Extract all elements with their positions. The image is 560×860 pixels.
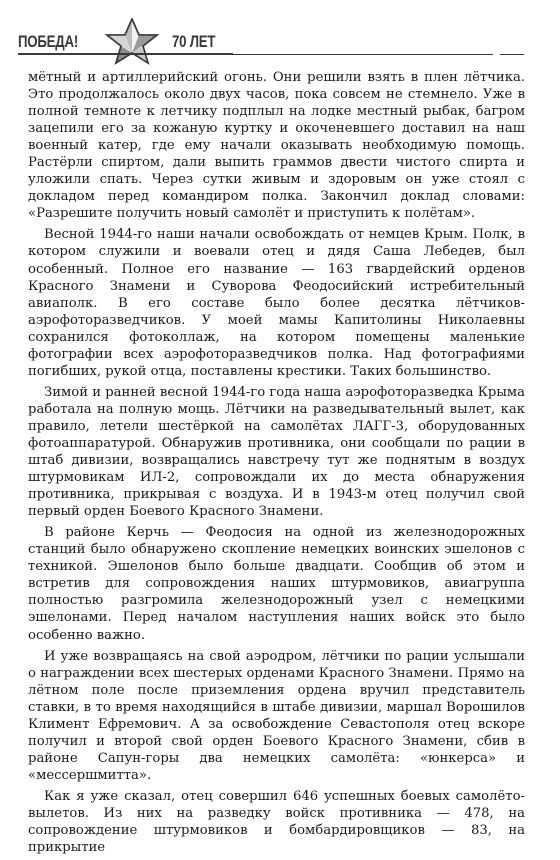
header-rule-right bbox=[233, 54, 493, 55]
paragraph: Зимой и ранней весной 1944-го года наша аэрофоторазведка Крыма работала на полную мощь. Лётчики на разведывательный вылет, как правило, летели шестёркой на самолётах ЛАГГ-3, оборудованных фотоаппаратурой. Обнаружив противника, они сообщали по рации в штаб дивизии, возвращались навстречу тут же поднятым в воздух штурмовикам ИЛ-2, сопровождали их до места обнаружения противника, прикрывая с воздуха. И в 1943-м отец получил свой первый орден Боевого Красного Знамени. bbox=[28, 384, 525, 520]
header-rule-left bbox=[18, 53, 233, 55]
paragraph: Весной 1944-го наши начали освобождать от немцев Крым. Полк, в котором служили и воевали отец и дядя Саша Лебедев, был особенный. Полное его название — 163 гвардейский орденов Красного Знамени и Суворова Феодосийский истребительный авиаполк. В его составе было более десятка лётчиков-аэрофоторазведчиков. У моей мамы Капитолины Николаевны сохранился фотоколлаж, на котором помещены маленькие фотографии всех аэрофоторазведчиков полка. Над фотографиями погибших, рукой отца, поставлены крестики. Таких большинство. bbox=[28, 227, 525, 379]
header-left-title: ПОБЕДА! bbox=[18, 32, 79, 51]
header-right-title: 70 ЛЕТ bbox=[172, 32, 216, 51]
paragraph: Как я уже сказал, отец совершил 646 успешных боевых самолёто-вылетов. Из них на разведку войск противника — 478, на сопровождение штурмовиков и бомбардировщиков — 83, на прикрытие bbox=[28, 788, 525, 856]
paragraph: В районе Керчь — Феодосия на одной из железнодорожных станций было обнаружено скопление немецких воинских эшелонов с техникой. Эшелонов было больше двадцати. Сообщив об этом и встретив для сопровождения наших штурмовиков, авиагруппа полностью разгромила железнодорожный узел с немецкими эшелонами. Перед началом наступления наших войск это было особенно важно. bbox=[28, 525, 525, 643]
page-header bbox=[0, 18, 560, 62]
paragraph: мётный и артиллерийский огонь. Они решили взять в плен лётчика. Это продолжалось около двух часов, пока совсем не стемнело. Уже в полной темноте к летчику подплыл на лодке местный рыбак, багром зацепили его за кожаную куртку и окоченевшего доставил на наш военный катер, где ему начали оказывать необходимую помощь. Растёрли спиртом, дали выпить граммов двести чистого спирта и уложили спать. Через сутки живым и здоровым он уже стоял с докладом перед командиром полка. Закончил доклад словами: «Разрешите получить новый самолёт и приступить к полётам». bbox=[28, 70, 525, 222]
article-body bbox=[28, 69, 525, 860]
star-icon bbox=[94, 18, 170, 66]
header-rule-end bbox=[500, 54, 524, 55]
paragraph: И уже возвращаясь на свой аэродром, лётчики по рации услышали о награждении всех шестерых орденами Красного Знамени. Прямо на лётном поле после приземления ордена вручил представитель ставки, в то время находящийся в штабе дивизии, маршал Ворошилов Климент Ефремович. А за освобождение Севастополя отец вскоре получил и второй свой орден Боевого Красного Знамени, сбив в районе Сапун-горы два немецких самолёта: «юнкерса» и «мессершмитта». bbox=[28, 648, 525, 783]
